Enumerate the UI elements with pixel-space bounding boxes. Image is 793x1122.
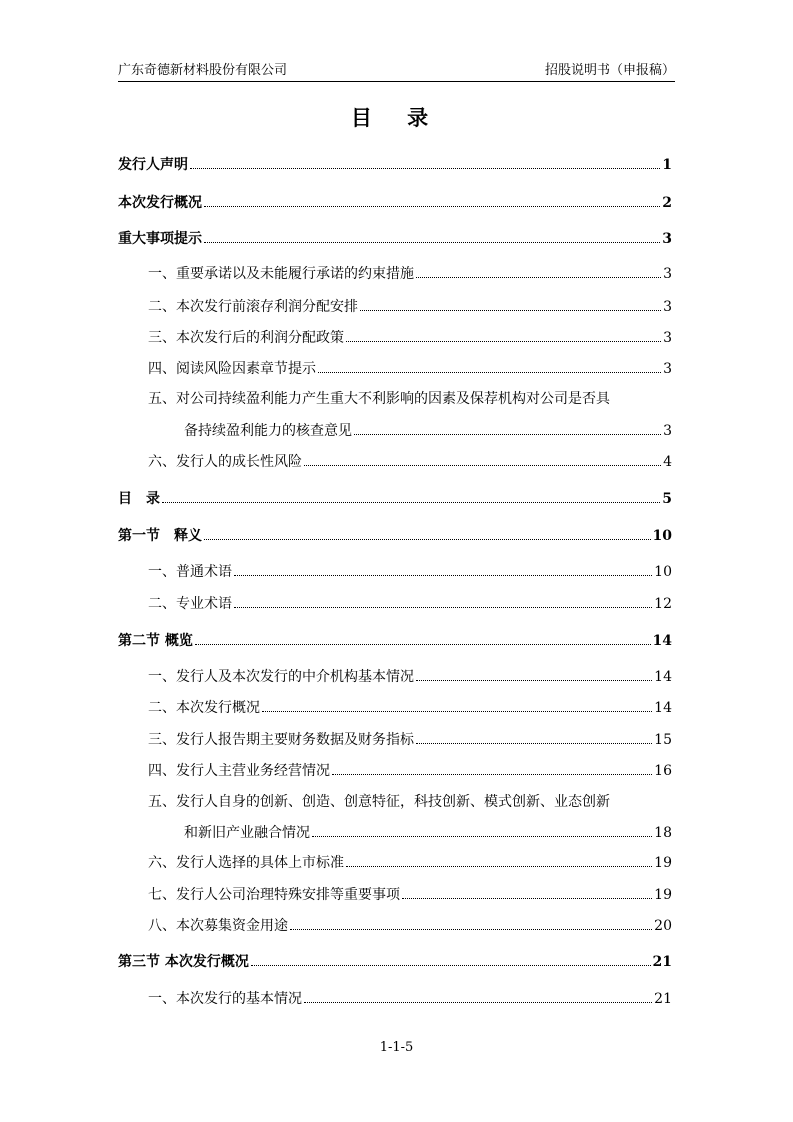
toc-entry[interactable]: 三、发行人报告期主要财务数据及财务指标 15 bbox=[148, 732, 672, 748]
toc-entry[interactable]: 二、本次发行概况 14 bbox=[148, 700, 672, 716]
header-doc-title: 招股说明书（申报稿） bbox=[544, 63, 675, 78]
toc-entry[interactable]: 第一节 释义 10 bbox=[118, 528, 672, 544]
toc-entry[interactable]: 本次发行概况 2 bbox=[118, 195, 672, 211]
toc-entry-continued[interactable]: 和新旧产业融合情况 18 bbox=[184, 825, 672, 841]
toc-entry[interactable]: 八、本次募集资金用途 20 bbox=[148, 918, 672, 934]
toc-entry[interactable]: 目 录 5 bbox=[118, 491, 672, 507]
toc-entry[interactable]: 一、发行人及本次发行的中介机构基本情况 14 bbox=[148, 669, 672, 685]
toc-entry[interactable]: 发行人声明 1 bbox=[118, 157, 672, 173]
toc-entry[interactable]: 一、重要承诺以及未能履行承诺的约束措施 3 bbox=[148, 266, 672, 282]
toc-entry[interactable]: 四、发行人主营业务经营情况 16 bbox=[148, 763, 672, 779]
toc-entry[interactable]: 重大事项提示 3 bbox=[118, 231, 672, 247]
toc-entry-continued[interactable]: 备持续盈利能力的核查意见 3 bbox=[184, 423, 672, 439]
toc-entry[interactable]: 五、对公司持续盈利能力产生重大不利影响的因素及保荐机构对公司是否具 bbox=[148, 391, 610, 407]
toc-entry[interactable]: 一、本次发行的基本情况 21 bbox=[148, 991, 672, 1007]
toc-entry[interactable]: 一、普通术语 10 bbox=[148, 564, 672, 580]
toc-entry[interactable]: 六、发行人的成长性风险 4 bbox=[148, 454, 672, 470]
toc-entry[interactable]: 第二节 概览 14 bbox=[118, 633, 672, 649]
toc-entry[interactable]: 四、阅读风险因素章节提示 3 bbox=[148, 361, 672, 377]
toc-entry[interactable]: 二、本次发行前滚存利润分配安排 3 bbox=[148, 299, 672, 315]
page-header bbox=[118, 56, 675, 82]
toc-entry[interactable]: 三、本次发行后的利润分配政策 3 bbox=[148, 330, 672, 346]
toc-entry[interactable]: 二、专业术语 12 bbox=[148, 596, 672, 612]
toc-entry[interactable]: 第三节 本次发行概况 21 bbox=[118, 954, 672, 970]
page-number: 1-1-5 bbox=[379, 1040, 414, 1055]
page-title: 目 录 bbox=[350, 105, 443, 130]
toc-entry[interactable]: 五、发行人自身的创新、创造、创意特征，科技创新、模式创新、业态创新 bbox=[148, 794, 610, 810]
header-company: 广东奇德新材料股份有限公司 bbox=[118, 63, 288, 78]
toc-entry[interactable]: 六、发行人选择的具体上市标准 19 bbox=[148, 855, 672, 871]
toc-entry[interactable]: 七、发行人公司治理特殊安排等重要事项 19 bbox=[148, 887, 672, 903]
